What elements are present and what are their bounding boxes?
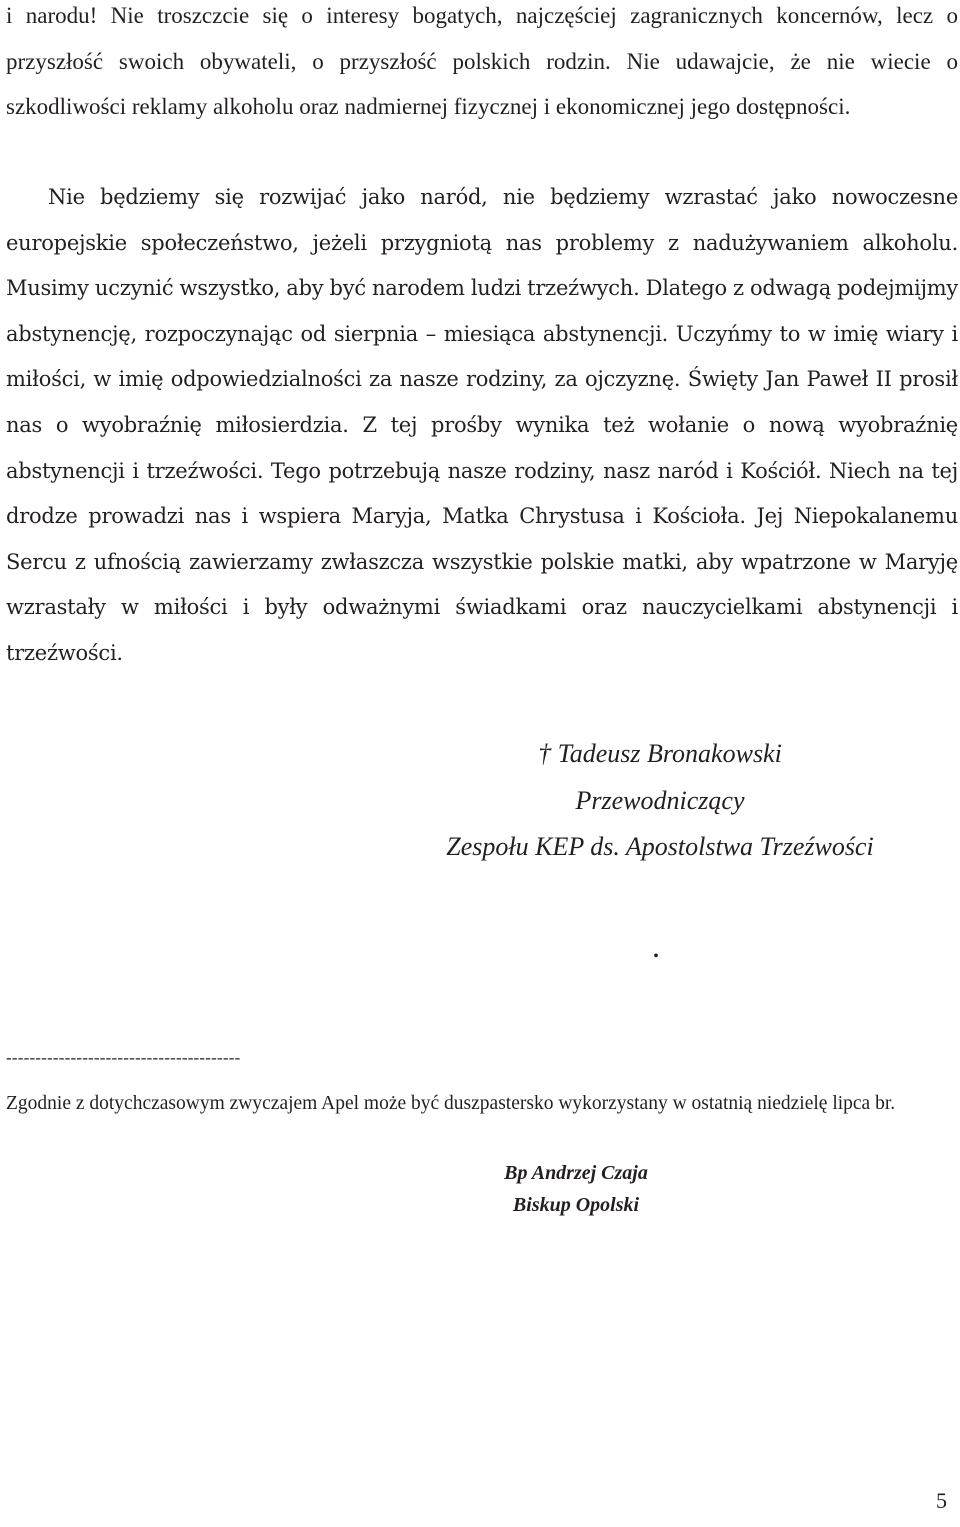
footnote-separator: ----------------------------------------: [6, 1048, 241, 1067]
paragraph-2: Nie będziemy się rozwijać jako naród, nie będziemy wzrastać jako nowoczesne europejskie społeczeństwo, jeżeli przygniotą nas problemy z nadużywaniem alkoholu. Musimy uczynić wszystko, aby być narodem ludzi trzeźwych. Dlatego z odwagą podejmijmy abstynencję, rozpoczynając od sierpnia – miesiąca abstynencji. Uczyńmy to w imię wiary i miłości, w imię odpowiedzialności za nasze rodziny, za ojczyznę. Święty Jan Paweł II prosił nas o wyobraźnię miłosierdzia. Z tej prośby wynika też wołanie o nową wyobraźnię abstynencji i trzeźwości. Tego potrzebują nasze rodziny, nasz naród i Kościół. Niech na tej drodze prowadzi nas i wspiera Maryja, Matka Chrystusa i Kościoła. Jej Niepokalanemu Sercu z ufnością zawierzamy zwłaszcza wszystkie polskie matki, aby wpatrzone w Maryję wzrastały w miłości i były odważnymi świadkami oraz nauczycielkami abstynencji i trzeźwości.: [6, 185, 958, 665]
stray-dot: .: [652, 928, 660, 964]
footnote-text: Zgodnie z dotychczasowym zwyczajem Apel może być duszpastersko wykorzystany w ostatnią niedzielę lipca br.: [6, 1093, 896, 1114]
bishop-name: Bp Andrzej Czaja: [504, 1162, 648, 1184]
bishop-signature: [380, 1157, 772, 1221]
page-number: 5: [936, 1488, 947, 1513]
signature-role: Przewodniczący: [575, 785, 745, 815]
signature-organization: Zespołu KEP ds. Apostolstwa Trzeźwości: [446, 832, 874, 861]
signature-block: [380, 731, 940, 871]
bishop-title: Biskup Opolski: [512, 1194, 640, 1216]
signature-name: † Tadeusz Bronakowski: [538, 739, 782, 768]
paragraph-1: i narodu! Nie troszczcie się o interesy bogatych, najczęściej zagranicznych koncernów, lecz o przyszłość swoich obywateli, o przyszłość polskich rodzin. Nie udawajcie, że nie wiecie o szkodliwości reklamy alkoholu oraz nadmiernej fizycznej i ekonomicznej jego dostępności.: [6, 3, 958, 119]
